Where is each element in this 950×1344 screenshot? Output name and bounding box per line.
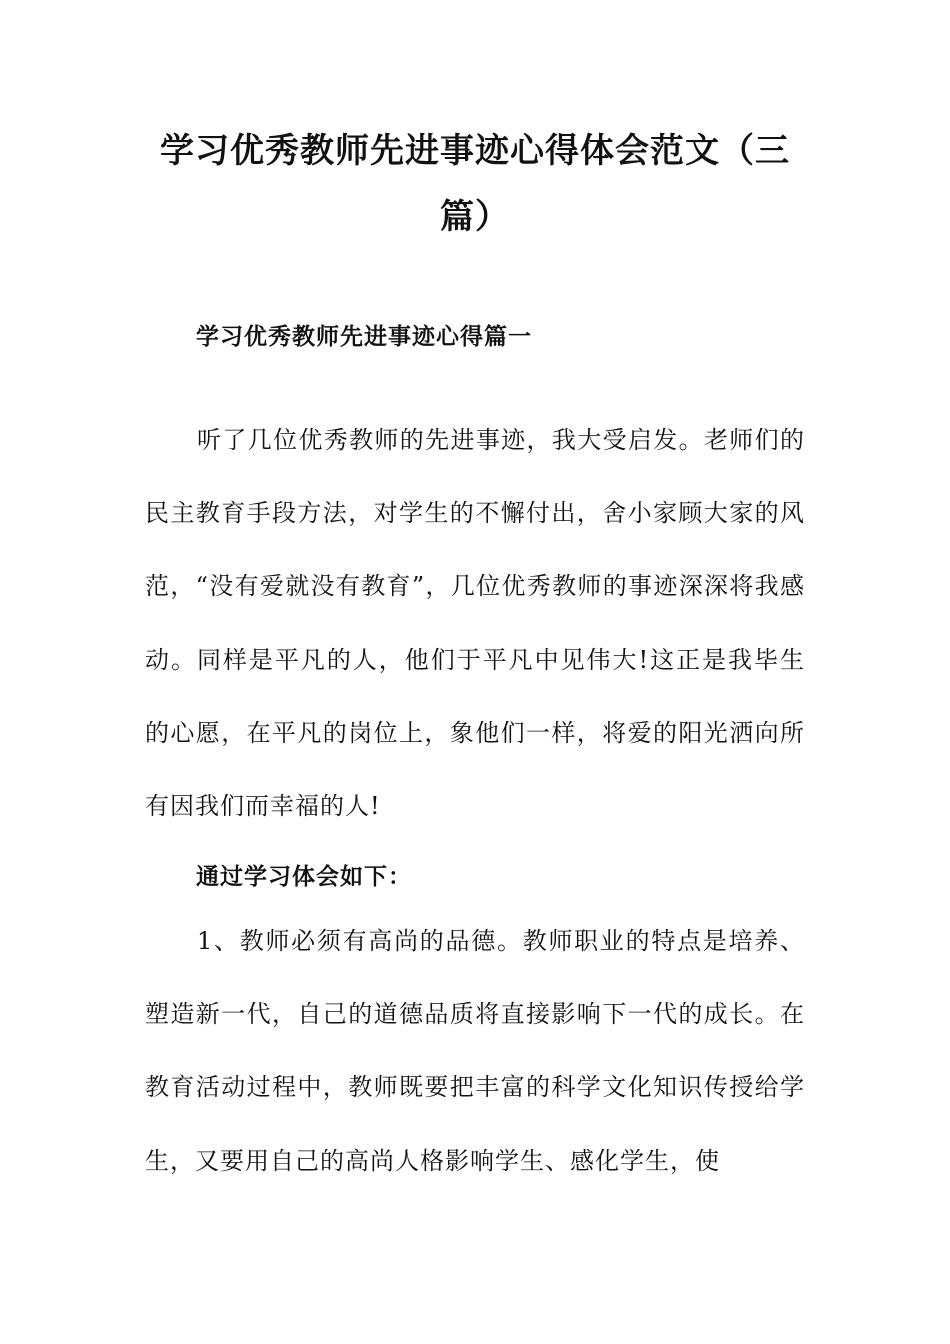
body-paragraph: 听了几位优秀教师的先进事迹，我大受启发。老师们的民主教育手段方法，对学生的不懈付出，舍小家顾大家的风范，“没有爱就没有教育”，几位优秀教师的事迹深深将我感动。同样是平凡的人，他们于平凡中见伟大!这正是我毕生的心愿，在平凡的岗位上，象他们一样，将爱的阳光洒向所有因我们而幸福的人!: [145, 426, 805, 821]
body-paragraph: 1、教师必须有高尚的品德。教师职业的特点是培养、塑造新一代，自己的道德品质将直接影响下一代的成长。在教育活动过程中，教师既要把丰富的科学文化知识传授给学生，又要用自己的高尚人格影响学生、感化学生，使: [145, 927, 805, 1175]
section-heading: 通过学习体会如下：: [196, 864, 412, 890]
document-title: 学习优秀教师先进事迹心得体会范文（三篇）: [160, 131, 790, 237]
section-heading: 学习优秀教师先进事迹心得篇一: [196, 324, 532, 350]
